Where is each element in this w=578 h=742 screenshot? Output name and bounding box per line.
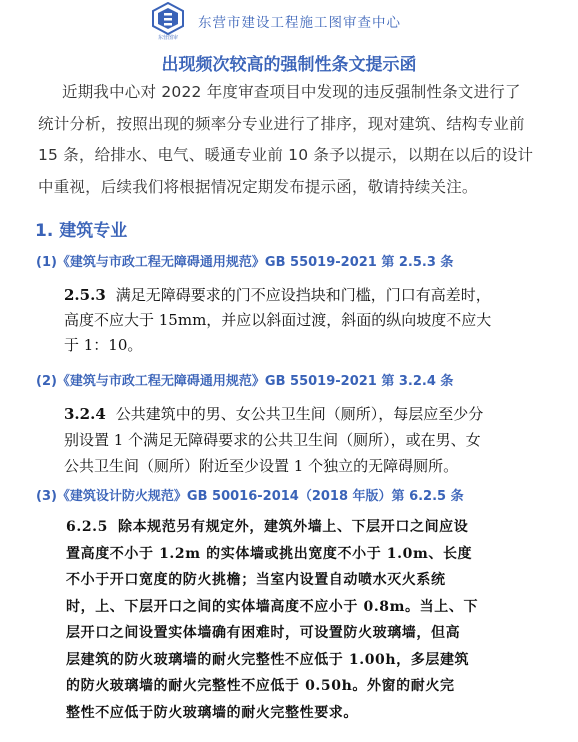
intro-line: 统计分析，按照出现的频率分专业进行了排序，现对建筑、结构专业前 [38,114,525,133]
clause-number: 6.2.5 [66,519,108,535]
clause-line: 整性不应低于防火玻璃墙的耐火完整性要求。 [66,704,358,721]
logo-caption: 东营图审 [157,35,179,40]
clause-line: 满足无障碍要求的门不应设挡块和门槛，门口有高差时， [115,286,491,304]
clause-line: 的防火玻璃墙的耐火完整性不应低于 0.50h。外窗的耐火完 [66,678,455,694]
clause-reference: (3)《建筑设计防火规范》GB 50016-2014（2018 年版）第 6.2.5 条 [36,489,464,504]
org-name: 东营市建设工程施工图审查中心 [198,15,401,31]
clause-line: 层建筑的防火玻璃墙的耐火完整性不应低于 1.00h，多层建筑 [66,651,470,668]
clause-text [64,401,554,479]
clause-line: 置高度不小于 1.2m 的实体墙或挑出宽度不小于 1.0m、长度 [66,545,473,562]
clause-number: 3.2.4 [64,405,106,423]
section-heading: 1. 建筑专业 [35,221,128,241]
clause-line: 除本规范另有规定外，建筑外墙上、下层开口之间应设 [117,519,469,535]
intro-line: 中重视，后续我们将根据情况定期发布提示函，敬请持续关注。 [38,177,478,196]
clause-line: 层开口之间设置实体墙确有困难时，可设置防火玻璃墙，但高 [66,625,461,641]
org-logo-icon [150,2,186,40]
clause-text [64,283,554,358]
clause-line: 公共建筑中的男、女公共卫生间（厕所），每层应至少分 [115,405,484,423]
clause-line: 别设置 1 个满足无障碍要求的公共卫生间（厕所），或在男、女 [64,431,481,449]
document-title: 出现频次较高的强制性条文提示函 [161,55,417,75]
clause-line: 公共卫生间（厕所）附近至少设置 1 个独立的无障碍厕所。 [64,457,459,475]
intro-line: 近期我中心对 2022 年度审查项目中发现的违反强制性条文进行了 [62,83,521,101]
intro-line: 15 条，给排水、电气、暖通专业前 10 条予以提示，以期在以后的设计 [38,146,534,164]
clause-reference: (1)《建筑与市政工程无障碍通用规范》GB 55019-2021 第 2.5.3 条 [36,255,454,270]
clause-line: 于 1：10。 [64,336,143,354]
clause-number: 2.5.3 [64,286,106,304]
intro-paragraph [38,77,558,203]
page-header [0,0,578,42]
clause-line: 不小于开口宽度的防火挑檐；当室内设置自动喷水灭火系统 [66,572,446,588]
clause-line: 时，上、下层开口之间的实体墙高度不应小于 0.8m。当上、下 [66,598,479,615]
clause-text [66,514,556,726]
clause-reference: (2)《建筑与市政工程无障碍通用规范》GB 55019-2021 第 3.2.4 条 [36,374,454,389]
clause-line: 高度不应大于 15mm，并应以斜面过渡，斜面的纵向坡度不应大 [64,311,492,329]
